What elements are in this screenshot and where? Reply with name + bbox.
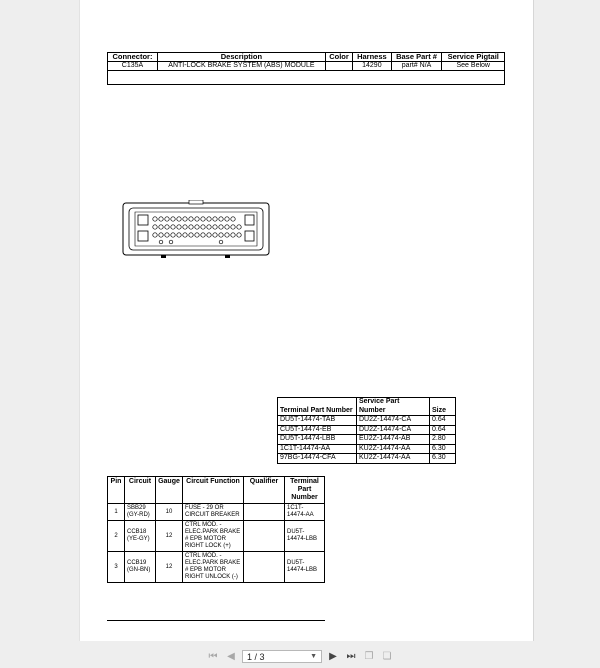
header-cell: Circuit Function	[183, 477, 244, 504]
terminal-table-header	[278, 398, 456, 416]
circuit-function-cell: CTRL MOD. - ELEC.PARK BRAKE # EPB MOTOR RIGHT LOCK (+)	[183, 521, 244, 552]
table-cell: KU2Z-14474-AA	[357, 454, 430, 464]
table-row	[108, 521, 325, 552]
fit-page-icon[interactable]: ❐	[364, 651, 374, 662]
connector-table	[107, 52, 505, 85]
table-row	[278, 425, 456, 435]
header-cell: Color	[325, 53, 352, 62]
qualifier-cell	[244, 504, 285, 521]
first-page-icon[interactable]: ⏮	[208, 651, 218, 662]
connector-harness: 14290	[353, 62, 391, 71]
gauge-cell: 12	[156, 552, 183, 583]
table-cell: DU5T-14474-TAB	[278, 416, 357, 426]
pin-number: 1	[108, 504, 125, 521]
table-cell: DU2Z-14474-CA	[357, 425, 430, 435]
table-row	[278, 454, 456, 464]
table-cell: 1C1T-14474-AA	[278, 444, 357, 454]
chevron-down-icon: ▼	[310, 653, 317, 660]
header-cell: Circuit	[125, 477, 156, 504]
circuit-function-cell: CTRL MOD. - ELEC.PARK BRAKE # EPB MOTOR RIGHT UNLOCK (-)	[183, 552, 244, 583]
next-page-icon[interactable]: ▶	[329, 651, 337, 662]
table-cell: CU5T-14474-EB	[278, 425, 357, 435]
table-cell: 6.30	[430, 444, 456, 454]
document-page	[79, 0, 534, 641]
connector-base-part: part# N/A	[391, 62, 442, 71]
table-row	[108, 552, 325, 583]
table-cell: DU5T-14474-LBB	[278, 435, 357, 445]
page-number-field[interactable]	[242, 650, 322, 663]
terminal-part-cell: 1C1T-14474-AA	[285, 504, 325, 521]
connector-id: C135A	[108, 62, 158, 71]
circuit-cell: SBB29 (GY-RD)	[125, 504, 156, 521]
gauge-cell: 10	[156, 504, 183, 521]
header-cell: Connector:	[108, 53, 158, 62]
header-cell: Qualifier	[244, 477, 285, 504]
viewer-toolbar	[0, 645, 600, 668]
header-cell: Service Part Number	[357, 398, 430, 416]
table-row	[278, 444, 456, 454]
header-cell: Gauge	[156, 477, 183, 504]
header-cell: Size	[430, 398, 456, 416]
header-cell: Service Pigtail	[442, 53, 505, 62]
circuit-cell: CCB18 (YE-GY)	[125, 521, 156, 552]
table-cell: DU2Z-14474-CA	[357, 416, 430, 426]
qualifier-cell	[244, 521, 285, 552]
connector-face-diagram	[121, 200, 271, 258]
table-cell: 97BG-14474-CFA	[278, 454, 357, 464]
table-row	[108, 62, 505, 71]
table-cell: KU2Z-14474-AA	[357, 444, 430, 454]
header-cell: Terminal Part Number	[278, 398, 357, 416]
circuit-cell: CCB19 (GN-BN)	[125, 552, 156, 583]
table-cell: 0.64	[430, 425, 456, 435]
connector-description: ANTI-LOCK BRAKE SYSTEM (ABS) MODULE	[157, 62, 325, 71]
pin-number: 3	[108, 552, 125, 583]
last-page-icon[interactable]: ⏭	[346, 651, 356, 662]
table-cell: 0.64	[430, 416, 456, 426]
table-row-empty	[108, 71, 505, 85]
connector-color	[325, 62, 352, 71]
connector-service-pigtail: See Below	[442, 62, 505, 71]
terminal-part-cell: DU5T-14474-LBB	[285, 552, 325, 583]
circuit-function-cell: FUSE - 29 OR CIRCUIT BREAKER	[183, 504, 244, 521]
gauge-cell: 12	[156, 521, 183, 552]
header-cell: Harness	[353, 53, 391, 62]
previous-page-icon[interactable]: ◀	[227, 651, 235, 662]
header-cell: Description	[157, 53, 325, 62]
table-cell: EU2Z-14474-AB	[357, 435, 430, 445]
header-cell: Pin	[108, 477, 125, 504]
qualifier-cell	[244, 552, 285, 583]
table-cell: 2.80	[430, 435, 456, 445]
table-row	[108, 504, 325, 521]
pin-table-header	[108, 477, 325, 504]
terminal-part-cell: DU5T-14474-LBB	[285, 521, 325, 552]
table-cell: 6.30	[430, 454, 456, 464]
page-indicator: 1 / 3	[247, 651, 265, 662]
header-cell: Base Part #	[391, 53, 442, 62]
pin-number: 2	[108, 521, 125, 552]
connector-table-header	[108, 53, 505, 62]
header-cell: Terminal Part Number	[285, 477, 325, 504]
divider	[107, 620, 325, 621]
terminal-part-table	[277, 397, 456, 464]
two-page-icon[interactable]: ❏	[382, 651, 392, 662]
table-row	[278, 435, 456, 445]
pin-table	[107, 476, 325, 583]
table-row	[278, 416, 456, 426]
